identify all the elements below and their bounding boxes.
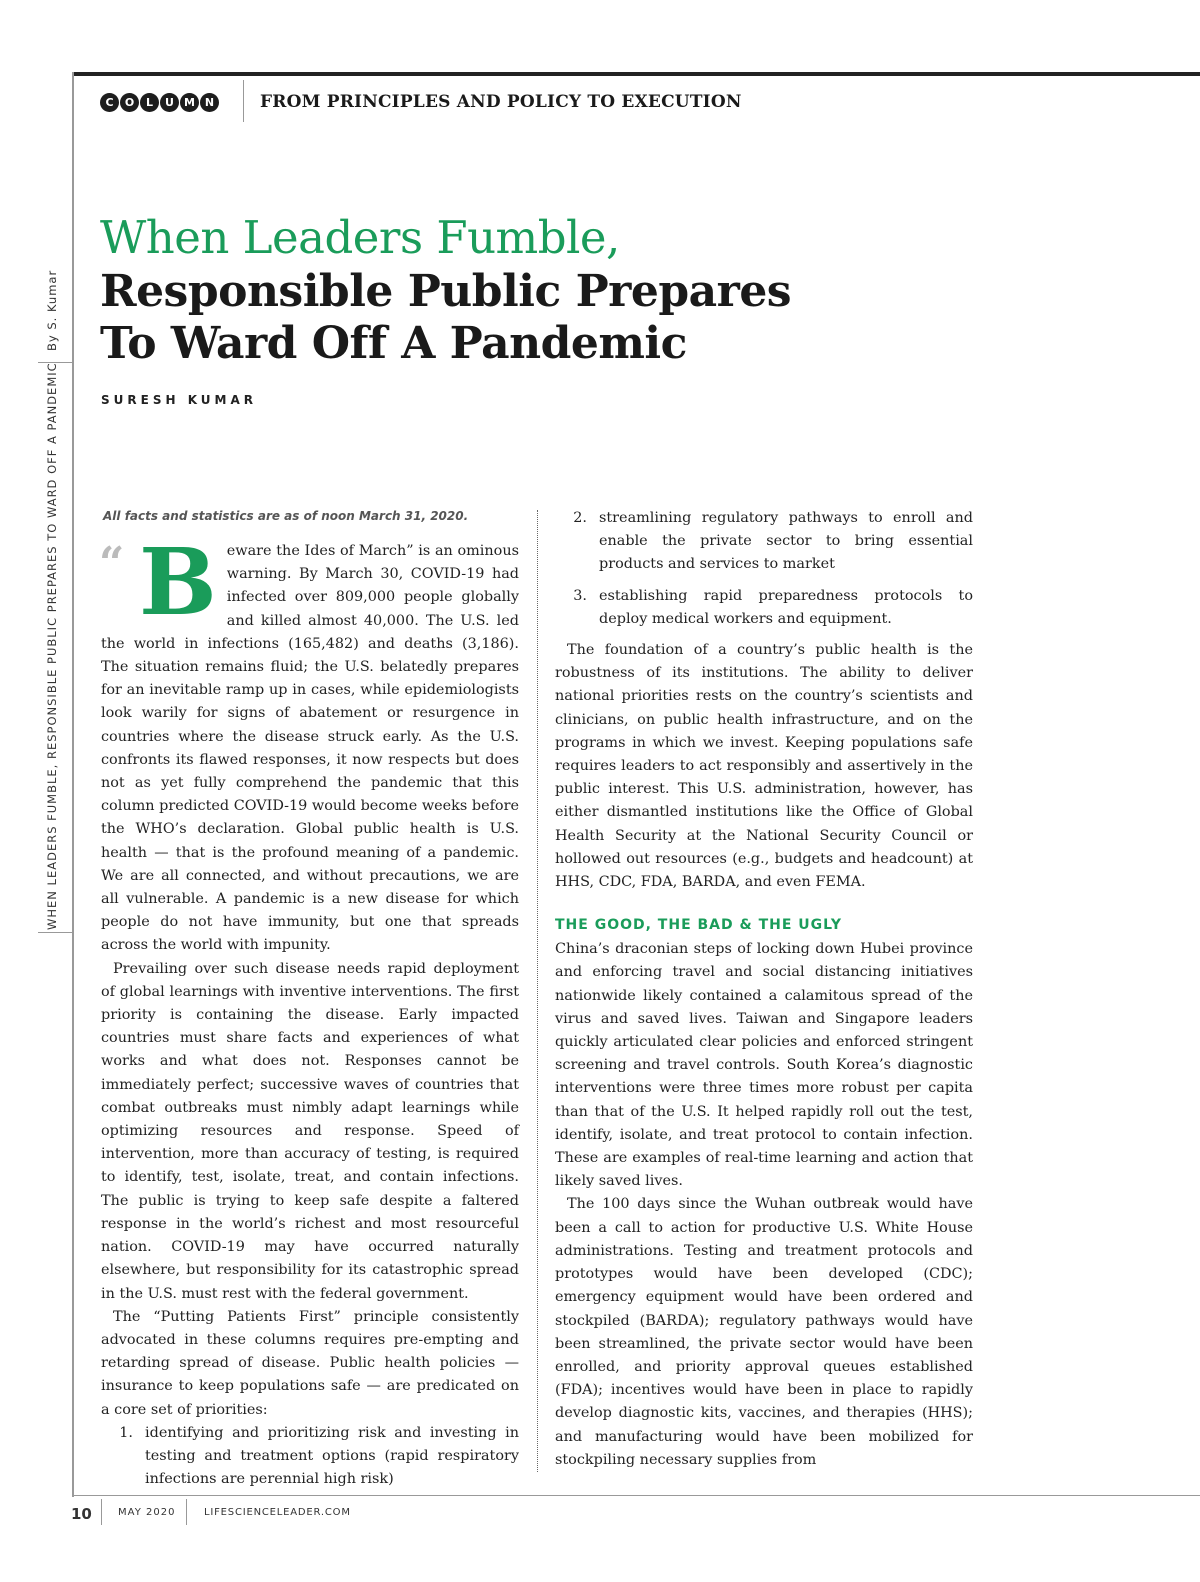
date-note: All facts and statistics are as of noon March 31, 2020. xyxy=(103,509,469,523)
column-badge xyxy=(100,93,219,112)
priority-list xyxy=(101,1422,519,1492)
bottom-rule xyxy=(72,1495,1200,1496)
headline-line-1: When Leaders Fumble, xyxy=(100,211,620,264)
left-column xyxy=(99,528,519,1491)
footer-divider xyxy=(101,1499,102,1525)
paragraph: China’s draconian steps of locking down Hubei province and enforcing travel and social distancing initiatives nationwide likely contained a calamitous spread of the virus and saved lives. Taiwan and Singapore leaders quickly articulated clear policies and enforced stringent screening and travel controls. South Korea’s diagnostic interventions were three times more robust per capita than that of the U.S. It helped rapidly roll out the test, identify, isolate, and treat protocol to contain infection. These are examples of real-time learning and action that likely saved lives. xyxy=(555,941,973,1190)
website-link[interactable]: LIFESCIENCELEADER.COM xyxy=(204,1507,351,1518)
priority-list-continued xyxy=(555,507,973,631)
header-divider xyxy=(243,80,244,122)
headline-line-3: To Ward Off A Pandemic xyxy=(100,318,687,369)
column-divider xyxy=(537,510,538,1472)
paragraph: Prevailing over such disease needs rapid deployment of global learnings with inventive interventions. The first priority is containing the disease. Early impacted countries must share facts and experiences of what works and what does not. Responses cannot be immediately perfect; successive waves of countries that combat outbreaks must nimbly adapt learnings while optimizing resources and response. Speed of intervention, more than accuracy of testing, is required to identify, test, isolate, treat, and contain infections. The public is trying to keep safe despite a faltered response in the world’s richest and most resourceful nation. COVID-19 may have occurred naturally elsewhere, but responsibility for its catastrophic spread in the U.S. must rest with the federal government. xyxy=(101,960,519,1302)
side-separator xyxy=(52,351,53,362)
badge-letter: L xyxy=(140,93,159,112)
headline-line-2: Responsible Public Prepares xyxy=(100,266,792,317)
badge-letter: N xyxy=(200,93,219,112)
dropcap-paragraph xyxy=(99,528,519,958)
paragraph: The “Putting Patients First” principle consistently advocated in these columns requires pre-empting and retarding spread of disease. Public health policies — insurance to keep populations safe — are predicated on a core set of priorities: xyxy=(101,1308,519,1418)
list-text: establishing rapid preparedness protocols to deploy medical workers and equipment. xyxy=(599,587,973,627)
right-column xyxy=(555,507,973,1472)
badge-letter: U xyxy=(160,93,179,112)
side-divider-bottom xyxy=(38,932,72,933)
paragraph: eware the Ides of March” is an ominous warning. By March 30, COVID-19 had infected over 809,000 people globally and killed almost 40,000. The U.S. led the world in infections (165,482) and deaths (3,186). The situation remains fluid; the U.S. belatedly prepares for an inevitable ramp up in cases, while epidemiologists look warily for signs of abatement or resurgence in countries where the disease struck early. As the U.S. confronts its flawed responses, it now respects but does not as yet fully comprehend the pandemic that this column predicted COVID-19 would become weeks before the WHO’s declaration. Global public health is U.S. health — that is the profound meaning of a pandemic. We are all connected, and without precautions, we are all vulnerable. A pandemic is a new disease for which people do not have immunity, but one that spreads across the world with impunity. xyxy=(101,543,519,954)
list-text: streamlining regulatory pathways to enroll and enable the private sector to bring essential products and services to market xyxy=(599,510,973,573)
list-item xyxy=(101,1422,519,1492)
side-running-title: WHEN LEADERS FUMBLE, RESPONSIBLE PUBLIC PREPARES TO WARD OFF A PANDEMIC xyxy=(45,362,59,930)
dropcap-quote: “ xyxy=(99,538,125,589)
list-item xyxy=(555,585,973,631)
section-title: FROM PRINCIPLES AND POLICY TO EXECUTION xyxy=(260,92,742,112)
paragraph: The 100 days since the Wuhan outbreak would have been a call to action for productive U.S. White House administrations. Testing and treatment protocols and prototypes would have been developed (CDC); emergency equipment would have been ordered and stockpiled (BARDA); regulatory pathways would have been streamlined, the private sector would have been enrolled, and priority approval queues established (FDA); incentives would have been in place to rapidly develop diagnostic kits, vaccines, and therapies (HHS); and manufacturing would have been mobilized for stockpiling necessary supplies from xyxy=(555,1196,973,1468)
author-name: SURESH KUMAR xyxy=(101,393,257,407)
left-rule xyxy=(72,72,74,1497)
paragraph: The foundation of a country’s public health is the robustness of its institutions. The ability to deliver national priorities rests on the country’s scientists and clinicians, on public health infrastructure, and on the programs in which we invest. Keeping populations safe requires leaders to act responsibly and assertively in the public interest. This U.S. administration, however, has either dismantled institutions like the Office of Global Health Security at the National Security Council or hollowed out resources (e.g., budgets and headcount) at HHS, CDC, FDA, BARDA, and even FEMA. xyxy=(555,642,973,891)
badge-letter: M xyxy=(180,93,199,112)
side-running-head xyxy=(40,270,64,930)
side-byline: By S. Kumar xyxy=(45,270,59,352)
list-number: 2. xyxy=(573,510,587,526)
list-number: 3. xyxy=(573,587,587,604)
headline xyxy=(100,210,900,370)
list-text: identifying and prioritizing risk and investing in testing and treatment options (rapid respiratory infections are perennial high risk) xyxy=(145,1424,519,1488)
issue-date: MAY 2020 xyxy=(118,1507,176,1518)
dropcap-letter: B xyxy=(139,528,217,636)
subheading: THE GOOD, THE BAD & THE UGLY xyxy=(555,917,843,934)
top-rule xyxy=(72,72,1200,76)
list-number: 1. xyxy=(119,1424,133,1441)
footer-divider xyxy=(186,1499,187,1525)
badge-letter: O xyxy=(120,93,139,112)
badge-letter: C xyxy=(100,93,119,112)
footer xyxy=(0,1505,1200,1535)
list-item xyxy=(555,507,973,577)
page-number: 10 xyxy=(71,1505,92,1523)
